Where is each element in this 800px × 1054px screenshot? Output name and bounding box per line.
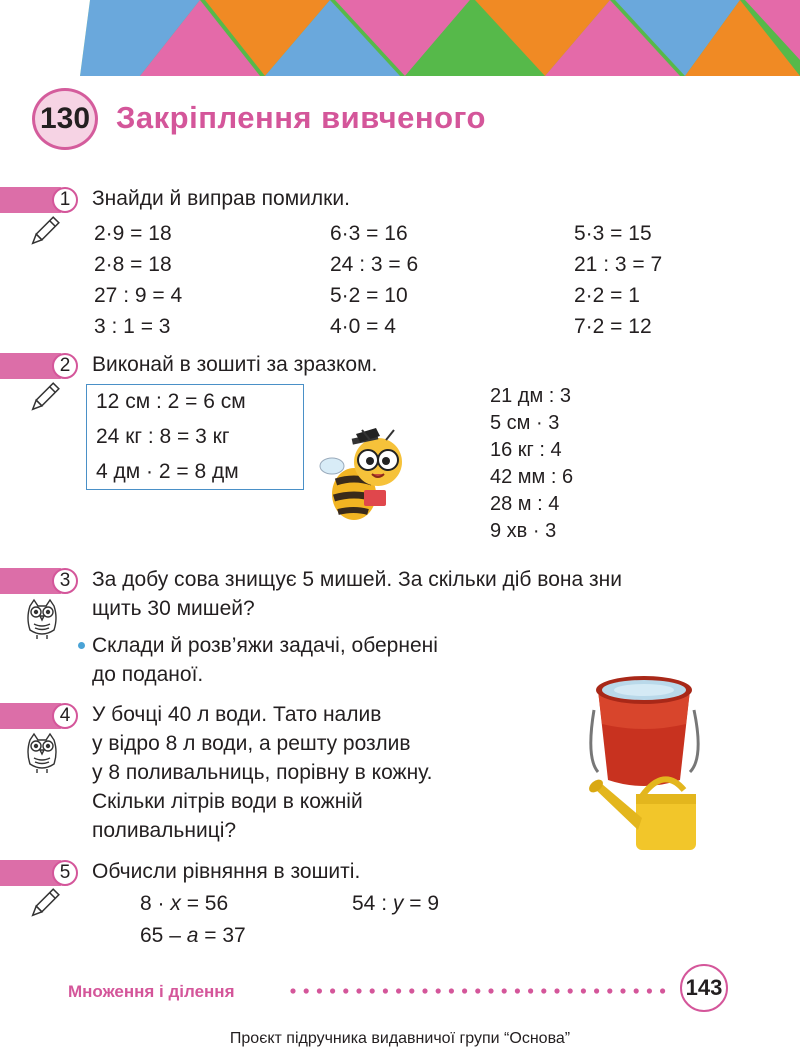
footer-dot [343,988,348,993]
task-1-instruction: Знайди й виправ помилки. [92,187,350,210]
task-5-number: 5 [52,860,78,886]
footer-dot [515,988,520,993]
task-2-number: 2 [52,353,78,379]
t1-eq: 27 : 9 = 4 [94,284,183,307]
task-3-bullet-line: до поданої. [92,663,204,686]
t1-eq: 6·3 = 16 [330,222,408,245]
eq-variable: x [170,892,181,915]
lesson-title: Закріплення вивченого [116,100,486,135]
eq-part: 54 : [352,892,388,915]
t1-eq: 24 : 3 = 6 [330,253,419,276]
owl-icon [24,732,60,774]
task-4-line: у 8 поливальниць, порівну в кожну. [92,761,433,784]
credit-line: Проєкт підручника видавничої групи “Основа” [229,1030,571,1047]
footer-dot [488,988,493,993]
bee-illustration [316,426,420,526]
footer-dot [634,988,639,993]
footer-dot [383,988,388,993]
t1-eq: 2·9 = 18 [94,222,172,245]
footer-dot [422,988,427,993]
example-line: 12 см : 2 = 6 см [96,390,246,413]
footer-dot [475,988,480,993]
example-line: 24 кг : 8 = 3 кг [96,425,230,448]
footer-dot [304,988,309,993]
exercise-line: 21 дм : 3 [490,385,572,407]
footer-dot [607,988,612,993]
footer-dot [502,988,507,993]
equation-2 [352,892,439,916]
pencil-icon [26,380,62,416]
task-3-number: 3 [52,568,78,594]
footer-dot [528,988,533,993]
t1-eq: 4·0 = 4 [330,315,396,338]
footer-dot [581,988,586,993]
footer-dot [396,988,401,993]
footer-dot [370,988,375,993]
task-4-line: Скільки літрів води в кожній [92,790,363,813]
footer-dot [554,988,559,993]
t1-eq: 21 : 3 = 7 [574,253,663,276]
exercise-line: 5 см · 3 [490,412,560,434]
t1-eq: 3 : 1 = 3 [94,315,171,338]
pencil-icon [26,214,62,250]
footer-dot [594,988,599,993]
task-1-number: 1 [52,187,78,213]
footer-dot [290,988,295,993]
footer-dot [330,988,335,993]
task-5-instruction: Обчисли рівняння в зошиті. [92,860,361,883]
task-4-number: 4 [52,703,78,729]
footer-dot [647,988,652,993]
footer-dot [660,988,665,993]
footer-dot [317,988,322,993]
footer-dot [436,988,441,993]
page-number: 143 [680,964,728,1012]
eq-part: 65 – [140,924,181,947]
task-3-line: За добу сова знищує 5 мишей. За скільки діб вона зни [92,568,622,591]
footer-section-title: Множення і ділення [68,982,235,1001]
footer-dot [449,988,454,993]
top-banner [0,0,800,76]
footer-dot [356,988,361,993]
example-line: 4 дм · 2 = 8 дм [96,460,239,483]
task-3-bullet-line: Склади й розв’яжи задачі, обернені [92,634,438,657]
exercise-line: 16 кг : 4 [490,439,562,461]
owl-icon [24,598,60,640]
watering-can-illustration [584,766,704,858]
equation-3 [140,924,246,948]
exercise-line: 42 мм : 6 [490,466,574,488]
task-2-instruction: Виконай в зошиті за зразком. [92,353,378,376]
task-4-line: поливальниці? [92,819,237,842]
eq-part: = 9 [409,892,439,915]
t1-eq: 5·2 = 10 [330,284,408,307]
footer-dot [409,988,414,993]
footer-dot [620,988,625,993]
eq-part: 8 · [140,892,165,915]
eq-part: = 56 [186,892,229,915]
eq-part: = 37 [204,924,246,947]
task-4-line: У бочці 40 л води. Тато налив [92,703,382,726]
task-3-line: щить 30 мишей? [92,597,255,620]
t1-eq: 5·3 = 15 [574,222,652,245]
eq-variable: a [186,924,199,947]
lesson-number: 130 [32,88,98,150]
t1-eq: 2·2 = 1 [574,284,640,307]
bullet [78,642,85,649]
t1-eq: 2·8 = 18 [94,253,172,276]
exercise-line: 9 хв · 3 [490,520,557,542]
eq-variable: y [392,892,404,915]
equation-1 [140,892,228,916]
footer-dot [568,988,573,993]
task-4-line: у відро 8 л води, а решту розлив [92,732,411,755]
pencil-icon [26,886,62,922]
footer-dot [462,988,467,993]
exercise-line: 28 м : 4 [490,493,560,515]
t1-eq: 7·2 = 12 [574,315,652,338]
footer-dots [288,983,678,999]
footer-dot [541,988,546,993]
